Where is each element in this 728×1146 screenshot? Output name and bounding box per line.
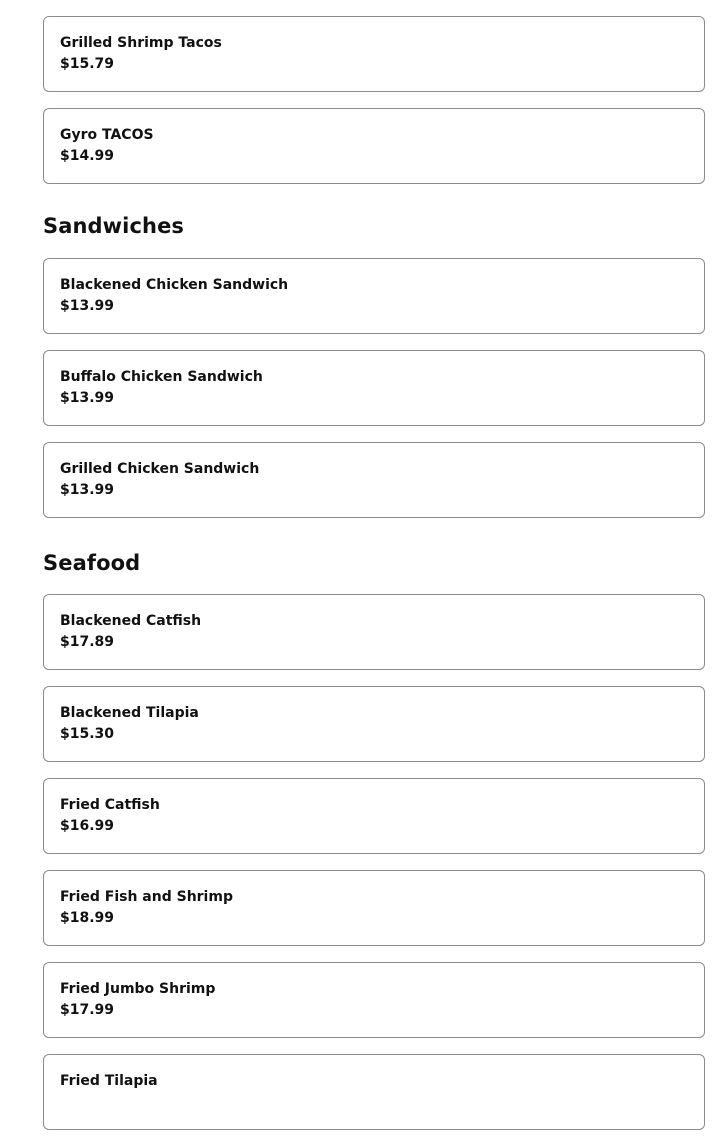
menu-item-card[interactable] [43,16,705,92]
menu-item-name: Fried Catfish [60,797,160,813]
menu-item-name: Gyro TACOS [60,127,154,143]
menu-item-name: Buffalo Chicken Sandwich [60,369,263,385]
menu-item-price: $18.99 [60,910,115,926]
menu-item-card[interactable] [43,778,705,854]
menu-item-name: Fried Jumbo Shrimp [60,981,216,997]
menu-item-card[interactable] [43,350,705,426]
menu-item-price: $13.99 [60,298,115,314]
menu-item-price: $15.79 [60,56,115,72]
menu-item-list [43,594,705,1130]
menu-item-price: $13.99 [60,482,115,498]
menu-item-name: Blackened Catfish [60,613,202,629]
menu-item-name: Fried Fish and Shrimp [60,889,233,905]
menu-item-name: Grilled Shrimp Tacos [60,35,222,51]
menu-item-price: $13.99 [60,390,115,406]
menu-item-name: Blackened Chicken Sandwich [60,277,289,293]
menu-item-name: Fried Tilapia [60,1073,158,1089]
menu-item-price: $14.99 [60,148,115,164]
menu-item-card[interactable] [43,442,705,518]
menu-item-card[interactable] [43,870,705,946]
menu-item-price: $17.99 [60,1002,115,1018]
section-title: Sandwiches [43,214,185,238]
section-title: Seafood [43,551,141,575]
menu-item-price [60,1093,688,1112]
menu-item-card[interactable] [43,108,705,184]
menu-item-card[interactable] [43,1054,705,1130]
menu-item-card[interactable] [43,686,705,762]
menu-item-card[interactable] [43,258,705,334]
menu-item-list [43,258,705,518]
menu-item-card[interactable] [43,594,705,670]
menu-section-sandwiches [43,200,705,518]
menu-section-seafood [43,534,705,1130]
menu-item-card[interactable] [43,962,705,1038]
menu-item-price: $17.89 [60,634,115,650]
menu-item-name: Grilled Chicken Sandwich [60,461,260,477]
menu-item-list [43,16,705,184]
menu-section-tacos [43,16,705,184]
menu-item-price: $16.99 [60,818,115,834]
menu-item-name: Blackened Tilapia [60,705,199,721]
menu-item-price: $15.30 [60,726,115,742]
